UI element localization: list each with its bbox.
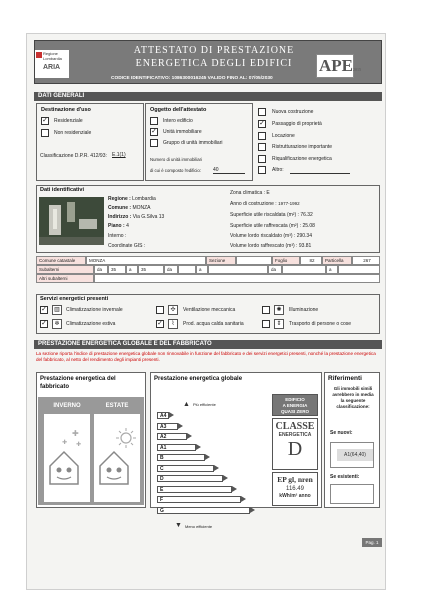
sup-raff-label: Superficie utile raffrescata (m²) : (230, 223, 302, 229)
class-arrow-b (205, 454, 210, 460)
coordinate-label: Coordinate GIS : (108, 243, 146, 249)
class-bar-a3: A3 (157, 423, 178, 430)
classe-value: D (287, 438, 303, 460)
piu-efficiente-label: Più efficiente (193, 402, 216, 407)
lightbulb-icon: ✺ (274, 305, 284, 315)
class-bar-g: G (157, 507, 250, 514)
energetica-label: ENERGETICA (278, 432, 312, 438)
vol-raff-label: Volume lordo raffrescato (m³) : (230, 243, 298, 249)
residenziale-label: Residenziale (54, 118, 83, 124)
di-cui-composto-label: di cui è composto l'edificio: (150, 168, 201, 173)
comune-label: Comune : (108, 205, 132, 211)
altri-subalterni-label: Altri subalterni (36, 274, 94, 283)
trasp-checkbox[interactable] (262, 320, 270, 328)
indirizzo-value: Via G.Silva 13 (132, 214, 165, 220)
clim-est-label: Climatizzazione estiva (66, 321, 116, 327)
down-arrow-icon: ▼ (175, 522, 182, 529)
elevator-icon: ⇕ (274, 319, 284, 329)
class-bar-d: D (157, 475, 223, 482)
class-arrow-a4 (169, 412, 174, 418)
vol-risc-value: 290.34 (296, 233, 312, 239)
acs-checkbox[interactable]: ✓ (157, 320, 163, 327)
intero-edificio-label: Intero edificio (163, 118, 193, 124)
se-nuovi-label: Se nuovi: (330, 430, 353, 436)
se-esistenti-label: Se esistenti: (330, 474, 360, 480)
sezione-label: Sezione (206, 256, 236, 265)
foglio-label: Foglio (272, 256, 300, 265)
class-arrow-g (250, 507, 255, 513)
class-bar-c: C (157, 465, 214, 472)
oggetto-title: Oggetto dell'attestato (150, 107, 207, 113)
unita-immobiliare-label: Unità immobiliare (163, 129, 202, 135)
class-bar-b: B (157, 454, 205, 461)
sub-a-3: a (326, 265, 338, 274)
inverno-panel (44, 414, 90, 502)
riferimenti-text: Gli immobili simili avrebbero in media la seguente classificazione: (332, 386, 374, 409)
altro-input-line[interactable] (290, 173, 350, 174)
destinazione-title: Destinazione d'uso (41, 107, 91, 113)
class-bar-a1: A1 (157, 444, 196, 451)
globale-title: Prestazione energetica globale (154, 376, 243, 382)
sub-empty-3 (282, 265, 326, 274)
class-arrow-f (241, 496, 246, 502)
nzeb-box: EDIFICIO A ENERGIA QUASI ZERO (272, 394, 318, 416)
altro-checkbox[interactable] (258, 166, 266, 174)
sup-risc-label: Superficie utile riscaldata (m²) : (230, 212, 299, 218)
sub-a-2: a (196, 265, 208, 274)
classe-energetica-box (272, 418, 318, 470)
fabbricato-title-1: Prestazione energetica del (40, 376, 116, 382)
sub-da-2: da (164, 265, 178, 274)
locazione-checkbox[interactable] (258, 132, 266, 140)
zona-value: E (266, 190, 270, 196)
sup-risc-value: 76.32 (300, 212, 313, 218)
classificazione-label: Classificazione D.P.R. 412/93: (40, 153, 107, 159)
fabbricato-title-2: fabbricato (40, 384, 70, 390)
illum-label: Illuminazione (289, 307, 319, 313)
non-residenziale-label: Non residenziale (54, 130, 92, 136)
anno-value: 1977-1992 (278, 201, 300, 206)
class-bar-e: E (157, 486, 232, 493)
zona-label: Zona climatica : (230, 190, 266, 196)
regione-label: Regione : (108, 196, 131, 202)
title-line-2: ENERGETICA DEGLI EDIFICI (135, 58, 293, 69)
snowflake-icon: ❄ (52, 319, 62, 329)
interno-label: Interno : (108, 233, 127, 239)
class-bar-f: F (157, 496, 241, 503)
comune-catastale-label: Comune catastale (36, 256, 86, 265)
title-line-1: ATTESTATO DI PRESTAZIONE (133, 45, 295, 56)
classe-label: CLASSE (275, 421, 315, 432)
riqualificazione-checkbox[interactable] (258, 155, 266, 163)
svg-text:✚: ✚ (72, 429, 79, 438)
ep-label: EP gl, nren (277, 475, 313, 484)
sub-to-value: 35 (138, 265, 164, 274)
passaggio-checkbox[interactable]: ✓ (259, 120, 265, 127)
sezione-value (236, 256, 272, 265)
tap-icon: ⌇ (168, 319, 178, 329)
sub-from-value: 35 (108, 265, 126, 274)
numero-unita-label: Numero di unità immobiliari (150, 157, 203, 162)
vent-label: Ventilazione meccanica (183, 307, 236, 313)
inverno-house-icon (44, 414, 90, 502)
estate-label: ESTATE (105, 403, 129, 409)
piano-value: 4 (126, 223, 129, 229)
non-residenziale-checkbox[interactable] (41, 129, 49, 137)
indirizzo-label: Indirizzo : (108, 214, 132, 220)
class-arrow-e (232, 486, 237, 492)
sub-empty-1 (178, 265, 196, 274)
class-bar-a4: A4 (157, 412, 169, 419)
building-aerial-photo (39, 197, 104, 245)
clim-inv-checkbox[interactable]: ✓ (41, 306, 47, 313)
meno-efficiente-label: Meno efficiente (185, 524, 213, 529)
dati-generali-bar: DATI GENERALI (34, 92, 382, 101)
altro-label: Altro: (272, 167, 284, 173)
dati-identificativi-title: Dati identificativi (40, 187, 85, 193)
altri-subalterni-value (94, 274, 380, 283)
class-arrow-a3 (178, 423, 183, 429)
sub-da-3: da (268, 265, 282, 274)
classificazione-value: E.1(1) (112, 152, 126, 158)
codice-identificativo: CODICE IDENTIFICATIVO: 1086300016245 VALIDO FINO AL: 07/05/2030 (111, 76, 273, 81)
destinazione-box (36, 103, 144, 181)
radiator-icon: ▥ (52, 305, 62, 315)
regione-value: Lombardia (132, 196, 156, 202)
nuova-costruzione-checkbox[interactable] (258, 108, 266, 116)
residenziale-checkbox[interactable]: ✓ (42, 117, 48, 124)
se-nuovi-box (330, 442, 374, 468)
sub-empty-2 (208, 265, 268, 274)
prestazione-description: La sezione riporta l'indice di prestazione energetica globale non rinnovabile in funzione del fabbricato e dei servizi energetici presenti, nonché la prestazione energetica del fabbricato, al netto del rendimento degli impianti presenti. (36, 351, 376, 362)
sub-da-1: da (94, 265, 108, 274)
clim-est-checkbox[interactable]: ✓ (41, 320, 47, 327)
unita-immobiliare-checkbox[interactable]: ✓ (151, 128, 157, 135)
ristrutturazione-label: Ristrutturazione importante (272, 144, 333, 150)
svg-text:✚: ✚ (62, 439, 68, 446)
ep-box (272, 472, 318, 506)
ep-value: 116.49 (286, 486, 304, 492)
piano-label: Piano : (108, 223, 125, 229)
foglio-value: 82 (300, 256, 322, 265)
regione-lombardia-logo: Regione Lombardia ARIA (35, 50, 69, 78)
comune-value: MONZA (132, 205, 151, 211)
se-esistenti-box (330, 484, 374, 504)
trasp-label: Trasporto di persone o cose (289, 321, 352, 327)
nuova-costruzione-label: Nuova costruzione (272, 109, 314, 115)
intero-edificio-checkbox[interactable] (150, 117, 158, 125)
fan-icon: ✣ (168, 305, 178, 315)
locazione-label: Locazione (272, 133, 295, 139)
class-arrow-c (214, 465, 219, 471)
class-arrow-a2 (187, 433, 192, 439)
riferimenti-title: Riferimenti (328, 375, 362, 382)
vol-risc-label: Volume lordo riscaldato (m³) : (230, 233, 296, 239)
ep-unit: kWh/m² anno (279, 493, 311, 499)
svg-text:✚: ✚ (76, 441, 82, 448)
riqualificazione-label: Riqualificazione energetica (272, 156, 332, 162)
estate-house-icon (94, 414, 140, 502)
se-nuovi-value: A1(64,40) (337, 449, 373, 461)
class-arrow-a1 (196, 444, 201, 450)
gruppo-label: Gruppo di unità immobiliari (163, 140, 223, 146)
servizi-title: Servizi energetici presenti (40, 296, 109, 302)
sup-raff-value: 25.08 (302, 223, 315, 229)
gruppo-checkbox[interactable] (150, 139, 158, 147)
sub-a-1: a (126, 265, 138, 274)
passaggio-label: Passaggio di proprietà (272, 121, 322, 127)
page-number: Pag. 1 (362, 538, 382, 547)
particella-label: Particella (322, 256, 352, 265)
vent-checkbox[interactable] (156, 306, 164, 314)
inverno-label: INVERNO (53, 403, 81, 409)
vol-raff-value: 93.81 (298, 243, 312, 249)
anno-label: Anno di costruzione : (230, 201, 277, 207)
class-bar-a2: A2 (157, 433, 187, 440)
acs-label: Prod. acqua calda sanitaria (183, 321, 244, 327)
ristrutturazione-checkbox[interactable] (258, 143, 266, 151)
clim-inv-label: Climatizzazione invernale (66, 307, 123, 313)
prestazione-bar: PRESTAZIONE ENERGETICA GLOBALE E DEL FABBRICATO (34, 340, 382, 349)
class-arrow-d (223, 475, 228, 481)
subalterni-label: Subalterni (36, 265, 94, 274)
up-arrow-icon: ▲ (183, 401, 190, 408)
illum-checkbox[interactable] (262, 306, 270, 314)
estate-panel (94, 414, 140, 502)
sub-empty-4 (338, 265, 380, 274)
ape-logo: APE2015 (316, 54, 354, 78)
numero-unita-value: 40 (213, 167, 245, 174)
particella-value: 267 (352, 256, 380, 265)
comune-catastale-value: MONZA (86, 256, 206, 265)
